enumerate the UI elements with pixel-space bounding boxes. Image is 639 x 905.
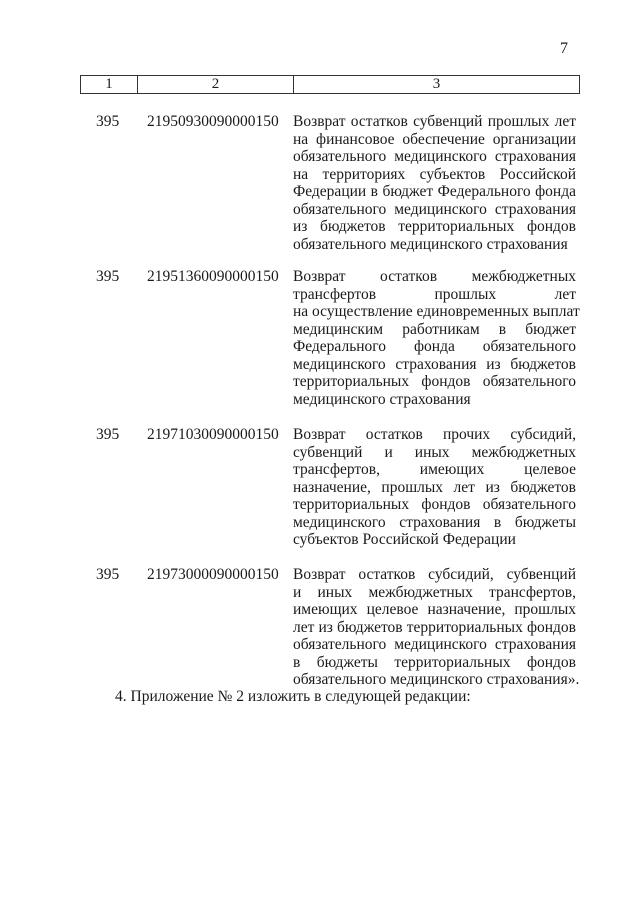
column-header-2: 2 — [138, 76, 294, 94]
budget-code: 21950930090000150 — [147, 113, 279, 130]
description-line: назначение, прошлых лет из бюджетов — [293, 478, 576, 496]
description-line: субъектов Российской Федерации — [293, 531, 516, 548]
row-description — [293, 566, 580, 689]
admin-code: 395 — [96, 426, 120, 443]
closing-paragraph: 4. Приложение № 2 изложить в следующей редакции: — [115, 688, 471, 705]
description-line: на территориях субъектов Российской — [293, 165, 576, 183]
description-line: территориальных фондов обязательного — [293, 496, 576, 513]
row-description — [293, 113, 576, 253]
description-line: на осуществление единовременных выплат — [293, 303, 580, 320]
description-line: обязательного медицинского страхования — [293, 636, 576, 653]
description-line: обязательного медицинского страхования — [293, 148, 576, 165]
description-line: имеющих целевое назначение, прошлых — [293, 601, 576, 618]
description-line: Возврат остатков прочих субсидий, — [293, 426, 576, 443]
description-line: трансфертов, имеющих целевое — [293, 461, 576, 478]
description-line: трансфертов прошлых лет — [293, 285, 576, 303]
budget-code: 21971030090000150 — [147, 426, 279, 443]
row-description — [293, 426, 576, 549]
description-line: из бюджетов территориальных фондов — [293, 218, 576, 235]
admin-code: 395 — [96, 113, 120, 130]
page-number: 7 — [560, 40, 568, 57]
description-line: лет из бюджетов территориальных фондов — [293, 618, 576, 636]
description-line: Возврат остатков субвенций прошлых лет — [293, 113, 576, 130]
description-line: в бюджеты территориальных фондов — [293, 653, 576, 671]
description-line: Федерации в бюджет Федерального фонда — [293, 183, 576, 200]
column-header-3: 3 — [294, 76, 580, 94]
admin-code: 395 — [96, 268, 120, 285]
description-line: территориальных фондов обязательного — [293, 373, 576, 390]
description-line: обязательного медицинского страхования — [293, 235, 568, 253]
description-line: медицинского страхования — [293, 390, 471, 408]
admin-code: 395 — [96, 566, 120, 583]
description-line: медицинского страхования из бюджетов — [293, 355, 576, 373]
description-line: медицинским работникам в бюджет — [293, 320, 576, 338]
description-line: и иных межбюджетных трансфертов, — [293, 583, 576, 601]
description-line: Возврат остатков субсидий, субвенций — [293, 566, 576, 583]
description-line: обязательного медицинского страхования». — [293, 671, 580, 688]
column-header-1: 1 — [81, 76, 138, 94]
budget-code: 21951360090000150 — [147, 268, 279, 285]
description-line: Возврат остатков межбюджетных — [293, 268, 576, 285]
description-line: Федерального фонда обязательного — [293, 338, 576, 355]
row-description — [293, 268, 580, 408]
description-line: обязательного медицинского страхования — [293, 200, 576, 218]
description-line: медицинского страхования в бюджеты — [293, 513, 576, 531]
column-header-table — [80, 75, 580, 94]
description-line: на финансовое обеспечение организации — [293, 130, 576, 148]
description-line: субвенций и иных межбюджетных — [293, 443, 576, 461]
budget-code: 21973000090000150 — [147, 566, 279, 583]
